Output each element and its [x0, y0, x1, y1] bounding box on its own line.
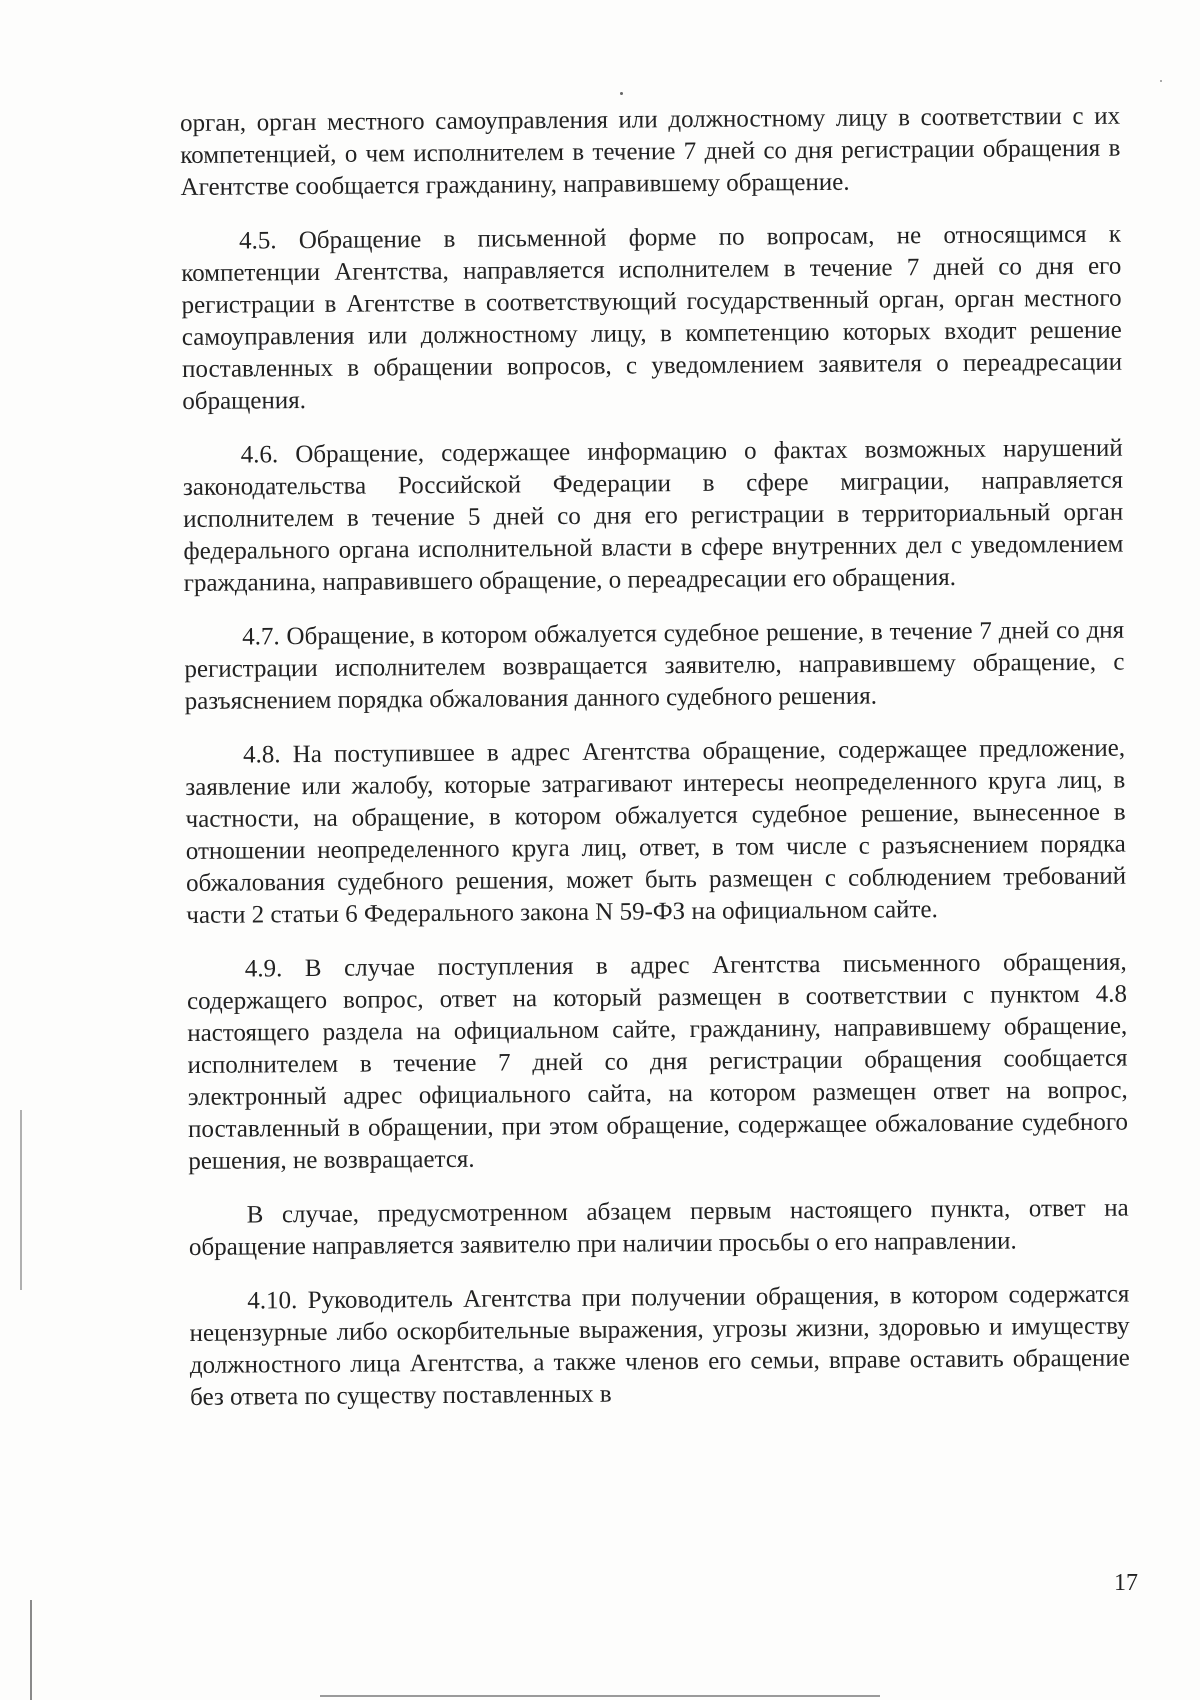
scan-artifact-left-bottom — [30, 1600, 32, 1700]
paragraph-4-7: 4.7. Обращение, в котором обжалуется судебное решение, в течение 7 дней со дня регистрации исполнителем возвращается заявителю, направившему обращение, с разъяснением порядка обжалования данного судебного решения. — [184, 616, 1125, 715]
paragraph-continuation: орган, орган местного самоуправления или должностному лицу в соответствии с их компетенцией, о чем исполнителем в течение 7 дней со дня регистрации обращения в Агентстве сообщается гражданину, направившему обращение. — [180, 102, 1121, 201]
scan-artifact-dot — [620, 92, 623, 95]
paragraph-4-9: 4.9. В случае поступления в адрес Агентства письменного обращения, содержащего вопрос, ответ на который размещен в соответствии с пунктом 4.8 настоящего раздела на официальном сайте, гражданину, направившему обращение, исполнителем в течение 7 дней со дня регистрации обращения сообщается электронный адрес официального сайта, на котором размещен ответ на вопрос, поставленный в обращении, при этом обращение, содержащее обжалование судебного решения, не возвращается. — [186, 948, 1129, 1175]
page-number: 17 — [1114, 1570, 1138, 1596]
scan-artifact-bottom — [320, 1695, 880, 1697]
document-body — [180, 101, 1130, 1436]
scan-artifact-left — [20, 1110, 22, 1290]
paragraph-4-5: 4.5. Обращение в письменной форме по вопросам, не относящимся к компетенции Агентства, направляется исполнителем в течение 7 дней со дня его регистрации в Агентстве в соответствующий государственный орган, орган местного самоуправления или должностному лицу, в компетенцию которых входит решение поставленных в обращении вопросов, с уведомлением заявителя о переадресации обращения. — [181, 220, 1123, 415]
paragraph-4-8: 4.8. На поступившее в адрес Агентства обращение, содержащее предложение, заявление или жалобу, которые затрагивают интересы неопределенного круга лиц, в частности, на обращение, в котором обжалуется судебное решение, вынесенное в отношении неопределенного круга лиц, ответ, в том числе с разъяснением порядка обжалования судебного решения, может быть размещен с соблюдением требований части 2 статьи 6 Федерального закона N 59-ФЗ на официальном сайте. — [185, 734, 1127, 929]
paragraph-4-6: 4.6. Обращение, содержащее информацию о фактах возможных нарушений законодательства Российской Федерации в сфере миграции, направляется исполнителем в течение 5 дней со дня его регистрации в территориальный орган федерального органа исполнительной власти в сфере внутренних дел с уведомлением гражданина, направившего обращение, о переадресации его обращения. — [182, 434, 1124, 597]
scan-artifact-dot-right — [1160, 80, 1162, 82]
paragraph-4-10: 4.10. Руководитель Агентства при получении обращения, в котором содержатся нецензурные либо оскорбительные выражения, угрозы жизни, здоровью и имуществу должностного лица Агентства, а также членов его семьи, вправе оставить обращение без ответа по существу поставленных в — [189, 1280, 1130, 1411]
paragraph-4-9-second: В случае, предусмотренном абзацем первым настоящего пункта, ответ на обращение направляется заявителю при наличии просьбы о его направлении. — [188, 1194, 1129, 1261]
